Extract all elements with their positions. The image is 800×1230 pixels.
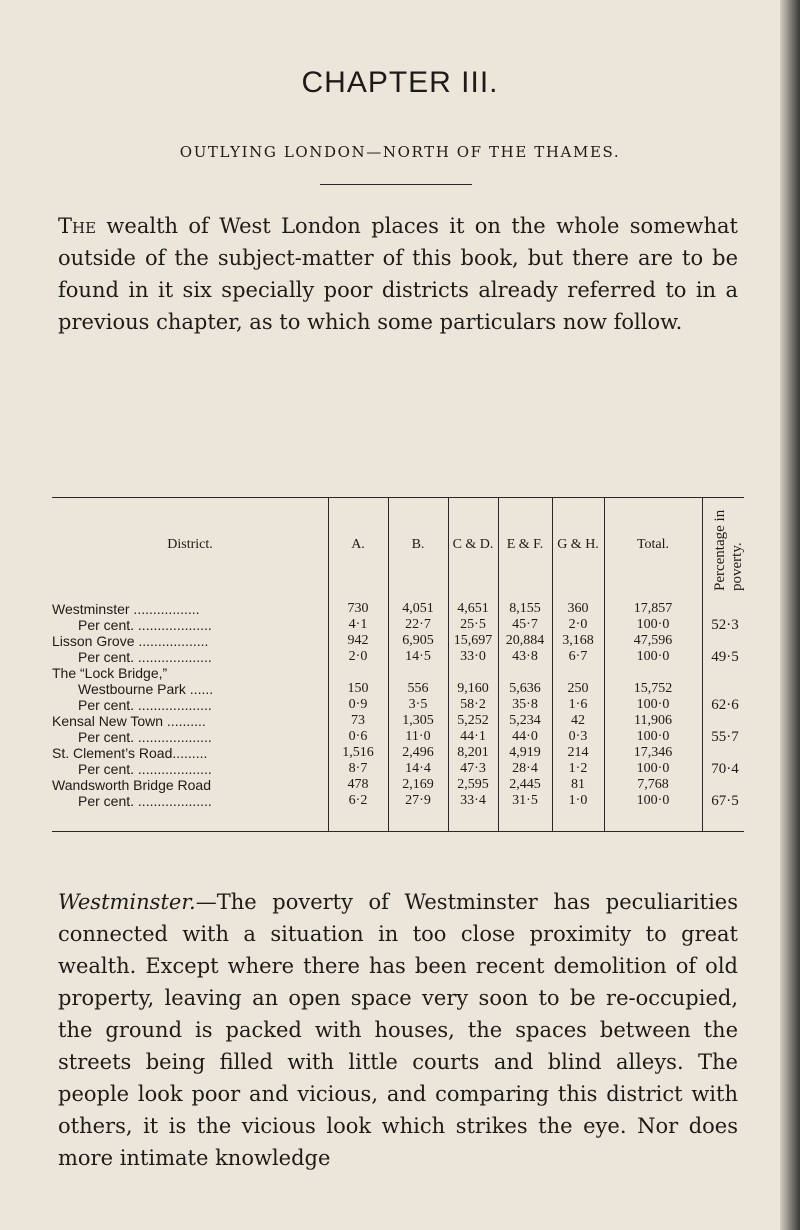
- page-edge-shadow: [780, 0, 800, 1230]
- cell-total: 100·0: [636, 729, 670, 744]
- row-label: Per cent. ...................: [78, 617, 212, 633]
- percentage-value: 49·5: [711, 649, 739, 665]
- cell-gh: 250: [567, 681, 589, 696]
- table-row: [52, 729, 744, 745]
- cell-a: 6·2: [348, 793, 368, 808]
- cell-cd: 47·3: [460, 761, 486, 776]
- row-label: Kensal New Town ..........: [52, 713, 206, 729]
- table-row: [52, 649, 744, 665]
- cell-b: 14·4: [405, 761, 431, 776]
- cell-a: 4·1: [348, 617, 368, 632]
- table-row: [52, 601, 744, 617]
- row-label: Per cent. ...................: [78, 729, 212, 745]
- cell-gh: 6·7: [568, 649, 588, 664]
- cell-cd: 4,651: [457, 601, 489, 616]
- cell-b: 14·5: [405, 649, 431, 664]
- cell-gh: 360: [567, 601, 589, 616]
- intro-first-word: The: [58, 214, 97, 238]
- row-label: Lisson Grove ..................: [52, 633, 209, 649]
- cell-a: 942: [347, 633, 369, 648]
- cell-a: 8·7: [348, 761, 368, 776]
- header-gh: G & H.: [557, 537, 599, 552]
- cell-b: 11·0: [405, 729, 431, 744]
- percentage-value: 70·4: [711, 761, 739, 777]
- row-label: St. Clement’s Road.........: [52, 745, 208, 761]
- row-label: Per cent. ...................: [78, 793, 212, 809]
- header-b: B.: [411, 537, 425, 552]
- cell-gh: 42: [571, 713, 585, 728]
- cell-b: 4,051: [402, 601, 434, 616]
- cell-b: 2,496: [402, 745, 434, 760]
- cell-ef: 8,155: [509, 601, 541, 616]
- percentage-value: 62·6: [711, 697, 739, 713]
- cell-cd: 33·0: [460, 649, 486, 664]
- cell-gh: 81: [571, 777, 585, 792]
- cell-cd: 58·2: [460, 697, 486, 712]
- table-row: [52, 761, 744, 777]
- cell-a: 0·6: [348, 729, 368, 744]
- row-label: Westbourne Park ......: [78, 681, 214, 697]
- row-label: Per cent. ...................: [78, 697, 212, 713]
- cell-gh: 1·2: [568, 761, 588, 776]
- cell-a: 2·0: [348, 649, 368, 664]
- row-label: Wandsworth Bridge Road: [52, 777, 212, 793]
- cell-cd: 44·1: [460, 729, 486, 744]
- cell-a: 478: [347, 777, 369, 792]
- table-row: [52, 665, 744, 681]
- cell-cd: 2,595: [457, 777, 489, 792]
- cell-a: 730: [347, 601, 369, 616]
- cell-ef: 31·5: [512, 793, 538, 808]
- cell-ef: 5,636: [509, 681, 541, 696]
- cell-total: 15,752: [633, 681, 673, 696]
- cell-a: 0·9: [348, 697, 368, 712]
- cell-ef: 43·8: [512, 649, 538, 664]
- cell-total: 17,346: [633, 745, 673, 760]
- header-cd: C & D.: [452, 537, 494, 552]
- table-top-rule: [52, 497, 744, 498]
- cell-b: 22·7: [405, 617, 431, 632]
- cell-cd: 33·4: [460, 793, 486, 808]
- cell-gh: 2·0: [568, 617, 588, 632]
- cell-cd: 25·5: [460, 617, 486, 632]
- paragraph-lead: Westminster.: [58, 890, 196, 914]
- intro-text: wealth of West London places it on the whole somewhat outside of the subject-matter of this book, but there are to be found in it six specially poor districts already referred to in a previous chapter, as to which some particulars now follow.: [58, 214, 738, 334]
- row-label: Per cent. ...................: [78, 649, 212, 665]
- header-percentage: Percentage in poverty.: [712, 509, 745, 591]
- table-bottom-rule: [52, 831, 744, 832]
- cell-ef: 2,445: [509, 777, 541, 792]
- header-ef: E & F.: [506, 537, 544, 552]
- poverty-table: [52, 497, 744, 831]
- chapter-title: CHAPTER III.: [301, 66, 499, 99]
- section-title: OUTLYING LONDON—NORTH OF THE THAMES.: [179, 143, 621, 161]
- row-label: Westminster .................: [52, 601, 200, 617]
- title-rule: [320, 184, 472, 185]
- cell-total: 100·0: [636, 649, 670, 664]
- table-row: [52, 745, 744, 761]
- percentage-value: 55·7: [711, 729, 739, 745]
- cell-a: 1,516: [342, 745, 374, 760]
- cell-total: 47,596: [633, 633, 673, 648]
- cell-total: 100·0: [636, 617, 670, 632]
- table-row: [52, 617, 744, 633]
- table-row: [52, 713, 744, 729]
- percentage-value: 52·3: [711, 617, 739, 633]
- cell-b: 556: [407, 681, 429, 696]
- table-row: [52, 793, 744, 809]
- cell-total: 100·0: [636, 761, 670, 776]
- cell-b: 27·9: [405, 793, 431, 808]
- cell-ef: 28·4: [512, 761, 538, 776]
- cell-total: 100·0: [636, 793, 670, 808]
- cell-b: 6,905: [402, 633, 434, 648]
- cell-b: 2,169: [402, 777, 434, 792]
- cell-cd: 5,252: [457, 713, 489, 728]
- cell-b: 1,305: [402, 713, 434, 728]
- cell-ef: 35·8: [512, 697, 538, 712]
- cell-gh: 1·6: [568, 697, 588, 712]
- cell-ef: 20,884: [505, 633, 545, 648]
- cell-a: 73: [351, 713, 365, 728]
- cell-gh: 0·3: [568, 729, 588, 744]
- cell-total: 17,857: [633, 601, 673, 616]
- cell-gh: 3,168: [562, 633, 594, 648]
- percentage-value: 67·5: [711, 793, 739, 809]
- row-label: Per cent. ...................: [78, 761, 212, 777]
- cell-gh: 214: [567, 745, 589, 760]
- cell-total: 11,906: [634, 713, 672, 728]
- row-label: The “Lock Bridge,”: [52, 665, 168, 681]
- cell-ef: 4,919: [509, 745, 541, 760]
- header-a: A.: [351, 537, 365, 552]
- table-row: [52, 681, 744, 697]
- table-row: [52, 697, 744, 713]
- cell-b: 3·5: [408, 697, 428, 712]
- westminster-paragraph: [58, 886, 738, 1174]
- cell-cd: 8,201: [457, 745, 489, 760]
- cell-ef: 5,234: [509, 713, 541, 728]
- cell-gh: 1·0: [568, 793, 588, 808]
- header-district: District.: [167, 537, 213, 552]
- table-row: [52, 777, 744, 793]
- cell-a: 150: [347, 681, 369, 696]
- cell-cd: 9,160: [457, 681, 489, 696]
- cell-total: 100·0: [636, 697, 670, 712]
- paragraph-text: —The poverty of Westminster has peculiarities connected with a situation in too close proximity to great wealth. Except where there has been recent demolition of old property, leaving an open space very soon to be re-occupied, the ground is packed with houses, the spaces between the streets being filled with little courts and blind alleys. The people look poor and vicious, and comparing this district with others, it is the vicious look which strikes the eye. Nor does more intimate knowledge: [58, 890, 738, 1170]
- cell-cd: 15,697: [453, 633, 493, 648]
- header-total: Total.: [636, 537, 670, 552]
- intro-paragraph: [58, 210, 738, 338]
- cell-ef: 44·0: [512, 729, 538, 744]
- cell-total: 7,768: [637, 777, 669, 792]
- table-row: [52, 633, 744, 649]
- cell-ef: 45·7: [512, 617, 538, 632]
